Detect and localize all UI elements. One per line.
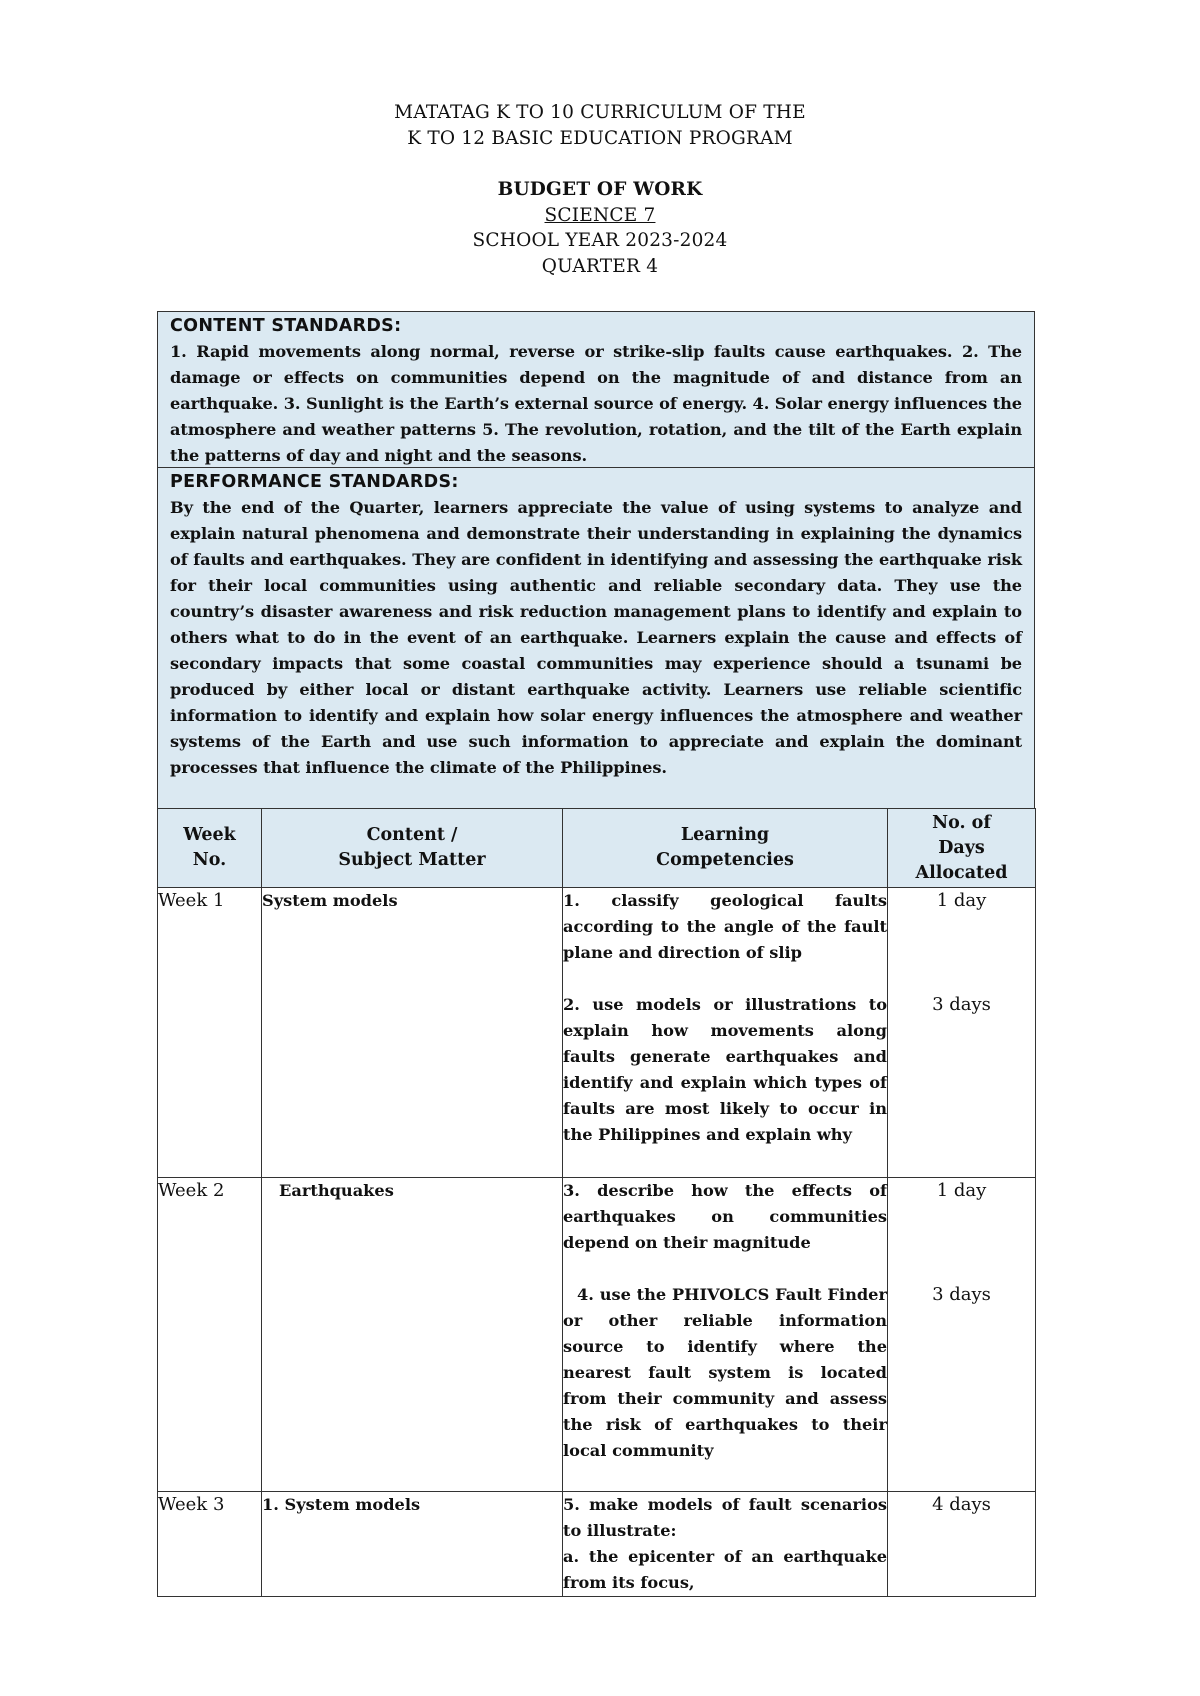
competencies-cell	[563, 1492, 888, 1597]
competency-item: 5. make models of fault scenarios to illustrate:	[563, 1495, 887, 1540]
competency-item: 2. use models or illustrations to explain how movements along faults generate earthquakes and identify and explain which types of faults are most likely to occur in the Philippines and explain why	[563, 995, 887, 1144]
competency-item: 1. classify geological faults according to the angle of the fault plane and direction of slip	[563, 891, 887, 962]
table-row	[158, 888, 1036, 1178]
document-title: BUDGET OF WORK	[497, 179, 703, 200]
school-year: SCHOOL YEAR 2023-2024	[472, 230, 728, 251]
week-cell: Week 1	[158, 888, 262, 1178]
week-cell: Week 3	[158, 1492, 262, 1597]
week-cell: Week 2	[158, 1178, 262, 1492]
competencies-cell	[563, 888, 888, 1178]
days-value: 3 days	[932, 1284, 991, 1305]
days-cell	[888, 1178, 1036, 1492]
competencies-cell	[563, 1178, 888, 1492]
performance-standards-label: PERFORMANCE STANDARDS:	[170, 472, 459, 492]
content-cell: System models	[262, 888, 563, 1178]
days-value: 3 days	[932, 994, 991, 1015]
content-cell: Earthquakes	[262, 1178, 563, 1492]
content-standards-text: 1. Rapid movements along normal, reverse or strike-slip faults cause earthquakes. 2. The damage or effects on communities depend on the magnitude of and distance from an earthquake. 3. Sunlight is the Earth’s external source of energy. 4. Solar energy influences the atmosphere and weather patterns 5. The revolution, rotation, and the tilt of the Earth explain the patterns of day and night and the seasons.	[170, 342, 1022, 465]
content-cell: 1. System models	[262, 1492, 563, 1597]
content-standards-label: CONTENT STANDARDS:	[170, 316, 402, 336]
table-header-row	[158, 809, 1036, 888]
days-value: 1 day	[936, 1180, 987, 1201]
performance-standards-box	[157, 467, 1035, 810]
quarter-label: QUARTER 4	[541, 255, 659, 277]
days-allocated-header: No. of Days Allocated	[888, 809, 1036, 888]
competencies-header: Learning Competencies	[563, 809, 888, 888]
competency-item: 4. use the PHIVOLCS Fault Finder or other reliable information source to identify where the nearest fault system is located from their community and assess the risk of earthquakes to their local community	[563, 1285, 887, 1460]
competency-item: 3. describe how the effects of earthquakes on communities depend on their magnitude	[563, 1181, 887, 1252]
performance-standards-text: By the end of the Quarter, learners appreciate the value of using systems to analyze and explain natural phenomena and demonstrate their understanding in explaining the dynamics of faults and earthquakes. They are confident in identifying and assessing the earthquake risk for their local communities using authentic and reliable secondary data. They use the country’s disaster awareness and risk reduction management plans to identify and explain to others what to do in the event of an earthquake. Learners explain the cause and effects of secondary impacts that some coastal communities may experience should a tsunami be produced by either local or distant earthquake activity. Learners use reliable scientific information to identify and explain how solar energy influences the atmosphere and weather systems of the Earth and use such information to appreciate and explain the dominant processes that influence the climate of the Philippines.	[170, 498, 1022, 777]
table-row	[158, 1492, 1036, 1597]
days-value: 1 day	[936, 890, 987, 911]
competency-subitem: a. the epicenter of an earthquake from its focus,	[563, 1547, 887, 1592]
budget-of-work-table	[157, 808, 1036, 1597]
curriculum-line-2: K TO 12 BASIC EDUCATION PROGRAM	[407, 127, 793, 149]
content-standards-box	[157, 311, 1035, 469]
week-no-header: Week No.	[158, 809, 262, 888]
subject-title: SCIENCE 7	[544, 204, 656, 226]
document-header	[0, 100, 1200, 279]
days-cell	[888, 888, 1036, 1178]
days-cell: 4 days	[888, 1492, 1036, 1597]
curriculum-line-1: MATATAG K TO 10 CURRICULUM OF THE	[394, 102, 806, 123]
content-header: Content / Subject Matter	[262, 809, 563, 888]
table-row	[158, 1178, 1036, 1492]
